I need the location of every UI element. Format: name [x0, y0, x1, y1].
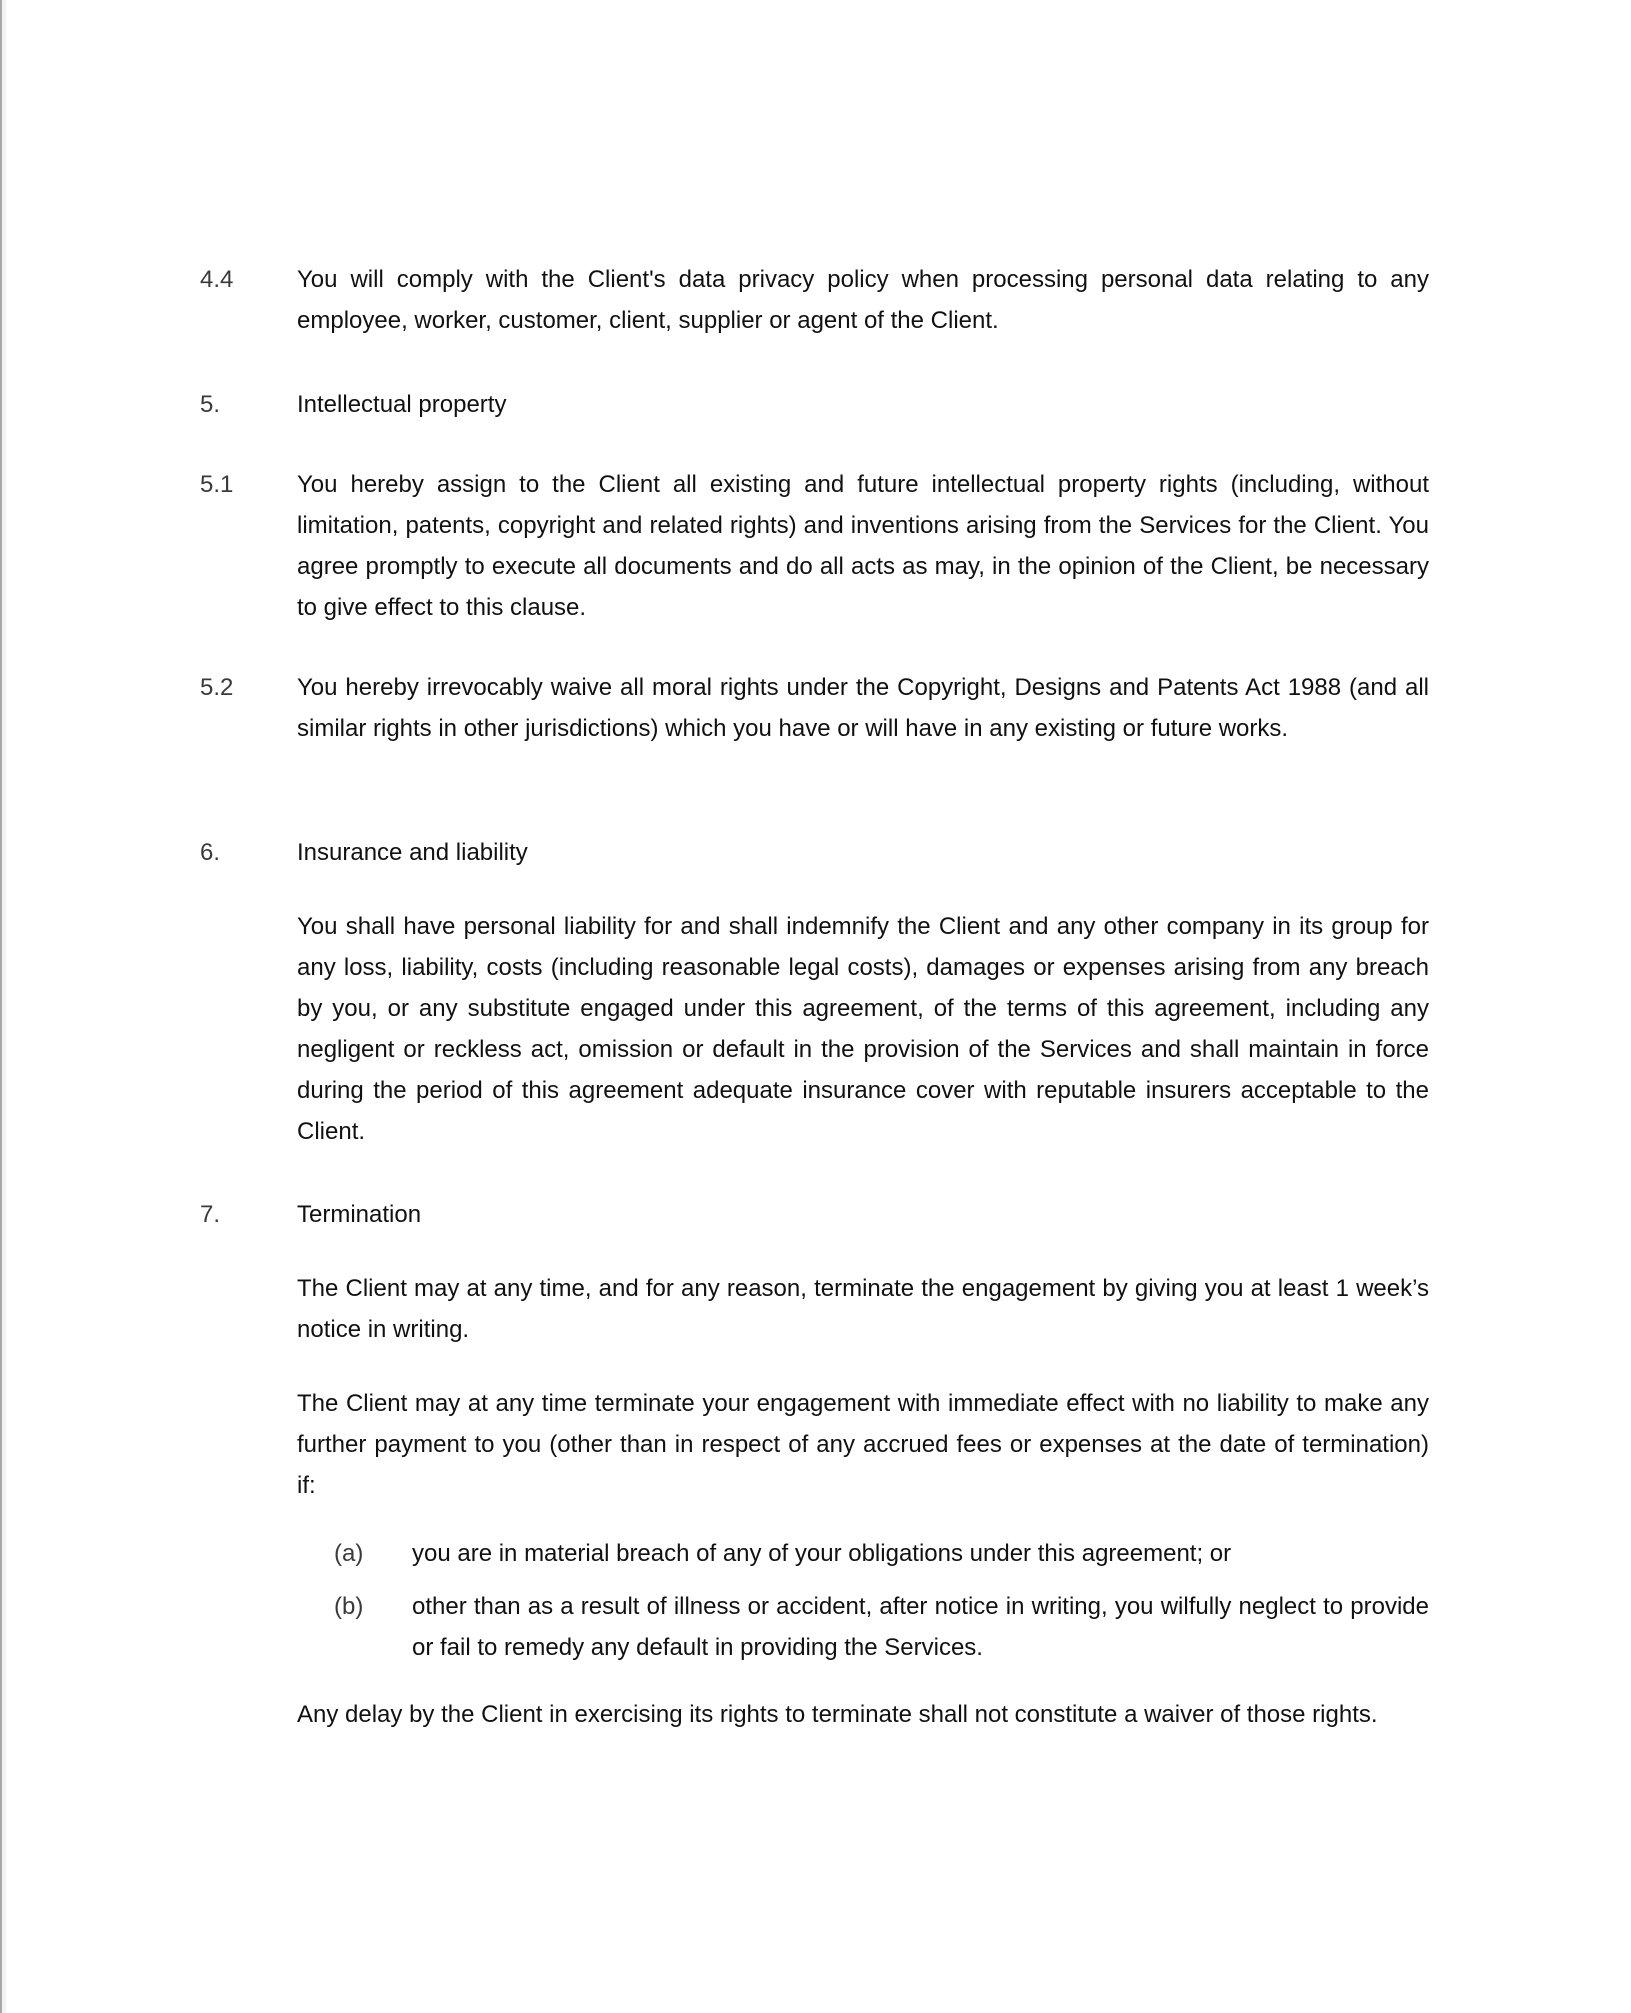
list-item-label-b: (b)	[334, 1593, 364, 1620]
clause-number-4-4: 4.4	[200, 266, 234, 293]
section-number-5: 5.	[200, 391, 221, 418]
clause-number-5-1: 5.1	[200, 471, 234, 498]
clause-text-5-2: You hereby irrevocably waive all moral rights under the Copyright, Designs and Patents Act 1988 (and all similar rights in other jurisdictions) which you have or will have in any existing or future works.	[297, 674, 1429, 742]
section-title-insurance-liability: Insurance and liability	[297, 839, 528, 866]
section-6-paragraph: You shall have personal liability for and shall indemnify the Client and any other company in its group for any loss, liability, costs (including reasonable legal costs), damages or expenses arising from any breach by you, or any substitute engaged under this agreement, of the terms of this agreement, including any negligent or reckless act, omission or default in the provision of the Services and shall maintain in force during the period of this agreement adequate insurance cover with reputable insurers acceptable to the Client.	[297, 913, 1429, 1145]
list-item-text-b: other than as a result of illness or accident, after notice in writing, you wilfully neglect to provide or fail to remedy any default in providing the Services.	[412, 1593, 1429, 1661]
list-item-text-a: you are in material breach of any of your obligations under this agreement; or	[412, 1540, 1232, 1567]
section-title-intellectual-property: Intellectual property	[297, 391, 507, 418]
section-number-6: 6.	[200, 839, 221, 866]
section-number-7: 7.	[200, 1201, 221, 1228]
section-title-termination: Termination	[297, 1201, 422, 1228]
section-7-closing: Any delay by the Client in exercising its rights to terminate shall not constitute a waiver of those rights.	[297, 1701, 1378, 1728]
clause-text-4-4: You will comply with the Client's data privacy policy when processing personal data relating to any employee, worker, customer, client, supplier or agent of the Client.	[297, 266, 1429, 334]
section-7-paragraph-2: The Client may at any time terminate your engagement with immediate effect with no liability to make any further payment to you (other than in respect of any accrued fees or expenses at the date of termination) if:	[297, 1390, 1429, 1499]
page-left-shadow	[2, 0, 6, 2013]
clause-text-5-1: You hereby assign to the Client all existing and future intellectual property rights (including, without limitation, patents, copyright and related rights) and inventions arising from the Services for the Client. You agree promptly to execute all documents and do all acts as may, in the opinion of the Client, be necessary to give effect to this clause.	[297, 471, 1429, 621]
section-7-paragraph-1: The Client may at any time, and for any reason, terminate the engagement by giving you at least 1 week’s notice in writing.	[297, 1275, 1429, 1343]
list-item-label-a: (a)	[334, 1540, 364, 1567]
clause-number-5-2: 5.2	[200, 674, 234, 701]
